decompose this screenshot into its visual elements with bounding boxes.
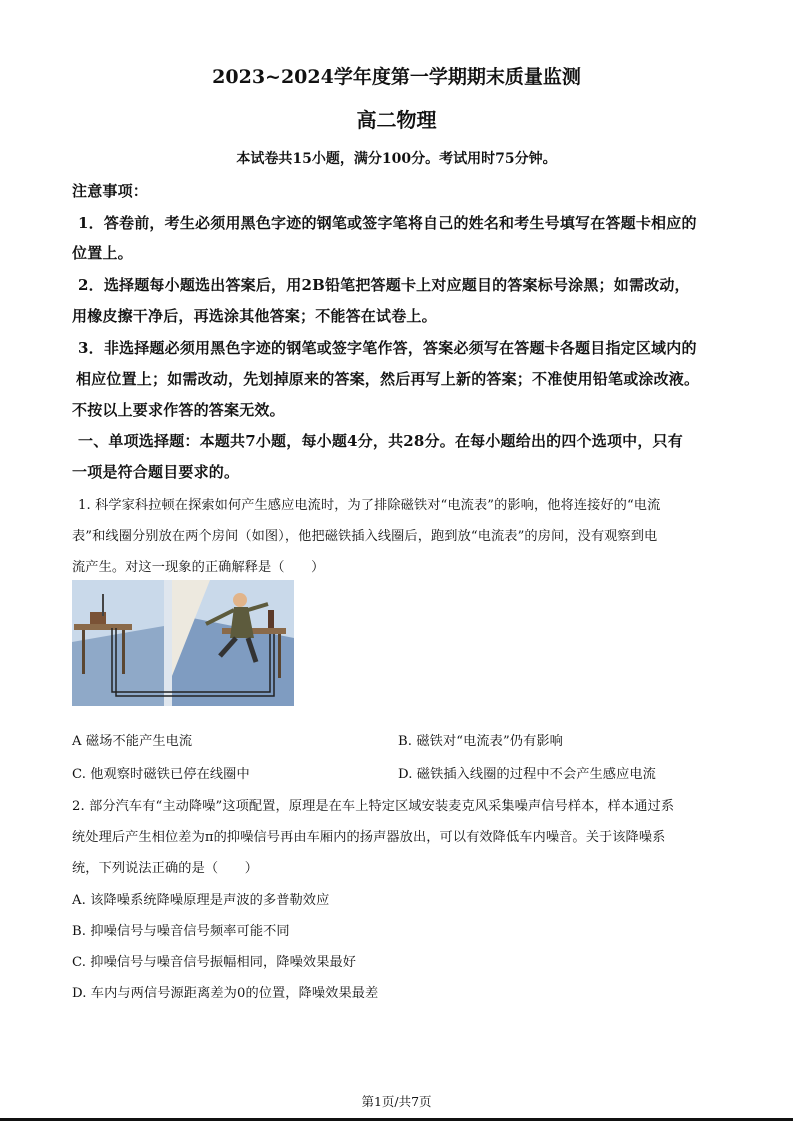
notice-item-2-line-1: 2．选择题每小题选出答案后，用2B铅笔把答题卡上对应题目的答案标号涂黑；如需改动， xyxy=(78,276,690,294)
exam-info: 本试卷共15小题，满分100分。考试用时75分钟。 xyxy=(236,151,557,167)
right-table-leg xyxy=(278,634,281,678)
q1-stem-line-1: 1. 科学家科拉顿在探索如何产生感应电流时，为了排除磁铁对“电流表”的影响，他将连接好的“电流 xyxy=(78,498,661,513)
q2-stem-line-1: 2. 部分汽车有“主动降噪”这项配置，原理是在车上特定区域安装麦克风采集噪声信号样本，样本通过系 xyxy=(72,799,675,814)
q2-stem-line-3: 统，下列说法正确的是（ ） xyxy=(72,861,259,876)
q2-option-b: B. 抑噪信号与噪音信号频率可能不同 xyxy=(72,924,290,939)
q2-option-c: C. 抑噪信号与噪音信号振幅相同，降噪效果最好 xyxy=(72,955,357,970)
notice-item-3-line-3: 不按以上要求作答的答案无效。 xyxy=(72,401,285,419)
colladon-experiment-illustration xyxy=(72,580,294,706)
q1-option-c: C. 他观察时磁铁已停在线圈中 xyxy=(72,767,250,782)
scientist-head xyxy=(233,593,247,607)
notice-heading: 注意事项： xyxy=(72,182,149,200)
q1-option-b: B. 磁铁对“电流表”仍有影响 xyxy=(398,734,563,749)
q1-stem-line-2: 表”和线圈分别放在两个房间（如图），他把磁铁插入线圈后，跑到放“电流表”的房间，没有观察到电 xyxy=(72,529,658,544)
bottom-rule xyxy=(0,1118,793,1121)
stand-rod xyxy=(102,594,104,616)
q2-stem-line-2: 统处理后产生相位差为π的抑噪信号再由车厢内的扬声器放出，可以有效降低车内噪音。关于该降噪系 xyxy=(72,830,666,845)
left-table-leg xyxy=(82,630,85,674)
left-table-leg xyxy=(122,630,125,674)
notice-item-3-line-1: 3．非选择题必须用黑色字迹的钢笔或签字笔作答，答案必须写在答题卡各题目指定区域内的 xyxy=(78,339,697,357)
notice-item-2-line-2: 用橡皮擦干净后，再选涂其他答案；不能答在试卷上。 xyxy=(72,307,437,325)
page-number: 第1页/共7页 xyxy=(361,1094,432,1109)
notice-item-1-line-2: 位置上。 xyxy=(72,244,133,262)
notice-item-1-line-1: 1．答卷前，考生必须用黑色字迹的钢笔或签字笔将自己的姓名和考生号填写在答题卡相应的 xyxy=(78,214,697,232)
subject-title: 高二物理 xyxy=(356,108,437,132)
notice-item-3-line-2: 相应位置上；如需改动，先划掉原来的答案，然后再写上新的答案；不准使用铅笔或涂改液。 xyxy=(76,370,700,388)
left-table-top xyxy=(74,624,132,630)
q1-stem-line-3: 流产生。对这一现象的正确解释是（ ） xyxy=(72,560,325,575)
exam-title: 2023~2024学年度第一学期期末质量监测 xyxy=(212,66,581,88)
partition-wall xyxy=(164,580,172,706)
coil-icon xyxy=(268,610,274,628)
q1-option-d: D. 磁铁插入线圈的过程中不会产生感应电流 xyxy=(398,767,656,782)
section-1-heading-line-1: 一、单项选择题：本题共7小题，每小题4分，共28分。在每小题给出的四个选项中，只有 xyxy=(78,432,683,450)
q2-option-d: D. 车内与两信号源距离差为0的位置，降噪效果最差 xyxy=(72,986,379,1001)
section-1-heading-line-2: 一项是符合题目要求的。 xyxy=(72,463,240,481)
q1-option-a: A 磁场不能产生电流 xyxy=(72,734,193,749)
illustration-svg xyxy=(72,580,294,706)
q2-option-a: A. 该降噪系统降噪原理是声波的多普勒效应 xyxy=(72,893,330,908)
